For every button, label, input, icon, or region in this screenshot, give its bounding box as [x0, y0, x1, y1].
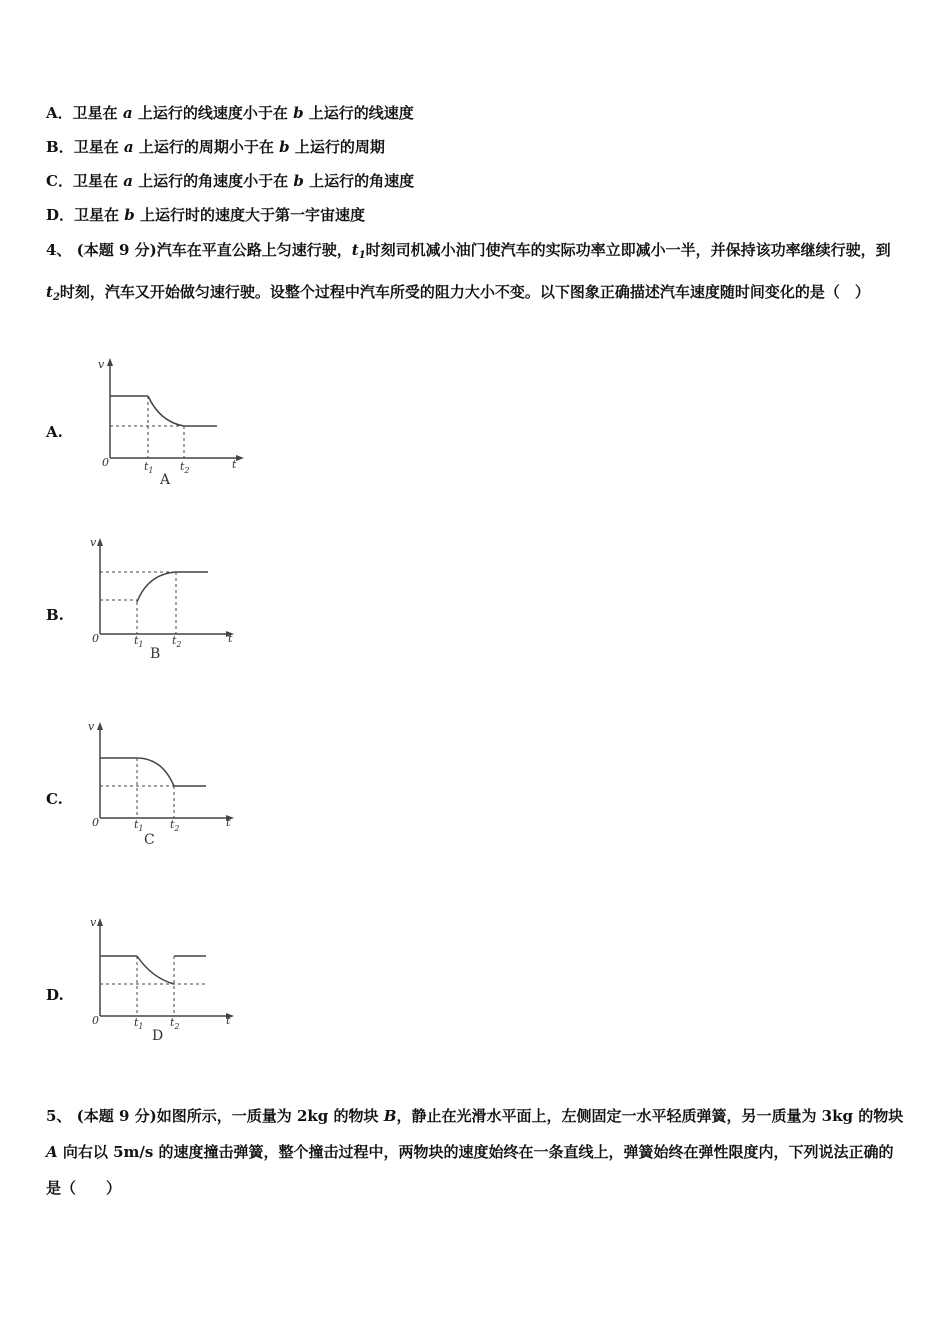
- q4-graph-b[interactable]: [80, 532, 260, 672]
- svg-text:0: 0: [92, 816, 99, 829]
- svg-text:v: v: [98, 358, 105, 371]
- svg-text:t1: $t_1$: [144, 460, 154, 475]
- svg-text:v: v: [90, 916, 97, 929]
- q4-option-d-label[interactable]: D.: [46, 986, 64, 1004]
- svg-text:t: t: [228, 632, 233, 645]
- svg-text:0: 0: [92, 632, 99, 645]
- q4-option-a-label[interactable]: A.: [46, 423, 63, 441]
- option-b-prev[interactable]: B．卫星在 a 上运行的周期小于在 b 上运行的周期: [46, 138, 385, 156]
- svg-text:0: 0: [92, 1014, 99, 1027]
- q4-graph-d[interactable]: [80, 912, 260, 1052]
- svg-text:0: 0: [102, 456, 109, 469]
- svg-text:t: t: [232, 458, 237, 471]
- svg-text:t: t: [226, 1014, 231, 1027]
- svg-text:D: D: [152, 1028, 164, 1044]
- svg-text:t2: $t_2$: [172, 634, 182, 649]
- question-4-text: 4、 (本题 9 分)汽车在平直公路上匀速行驶，$t_1$时刻司机减小油门使汽车的实际功率立即减小一半，并保持该功率继续行驶，到 $t_2$时刻，汽车又开始做匀速行驶。设整个过程中汽车所受的阻力大小不变。以下图象正确描述汽车速度随时间变化的是（ ）: [46, 241, 891, 303]
- svg-text:t1: $t_1$: [134, 818, 144, 833]
- svg-text:A: A: [160, 472, 171, 488]
- q4-option-c-label[interactable]: C.: [46, 790, 63, 808]
- svg-text:t2: $t_2$: [170, 1016, 180, 1031]
- option-c-prev[interactable]: C．卫星在 a 上运行的角速度小于在 b 上运行的角速度: [46, 172, 415, 190]
- svg-text:v: v: [90, 536, 97, 549]
- svg-text:t1: $t_1$: [134, 1016, 144, 1031]
- question-5-text: 5、 (本题 9 分)如图所示，一质量为 2kg 的物块 B，静止在光滑水平面上，左侧固定一水平轻质弹簧，另一质量为 3kg 的物块 A 向右以 5m/s 的速度撞击弹簧，整个撞击过程中，两物块的速度始终在一条直线上，弹簧始终在弹性限度内，下列说法正确的是（ ）: [46, 1107, 904, 1197]
- q4-graph-c[interactable]: [80, 716, 260, 856]
- option-d-prev[interactable]: D．卫星在 b 上运行时的速度大于第一宇宙速度: [46, 206, 365, 224]
- svg-text:v: v: [88, 720, 95, 733]
- svg-text:t1: $t_1$: [134, 634, 144, 649]
- svg-text:B: B: [150, 646, 161, 662]
- option-a-prev[interactable]: A．卫星在 a 上运行的线速度小于在 b 上运行的线速度: [46, 104, 414, 122]
- svg-text:C: C: [144, 832, 155, 848]
- q4-graph-a[interactable]: [80, 352, 260, 492]
- svg-text:t: t: [226, 816, 231, 829]
- svg-text:t2: $t_2$: [170, 818, 180, 833]
- svg-text:t2: $t_2$: [180, 460, 190, 475]
- q4-option-b-label[interactable]: B.: [46, 606, 64, 624]
